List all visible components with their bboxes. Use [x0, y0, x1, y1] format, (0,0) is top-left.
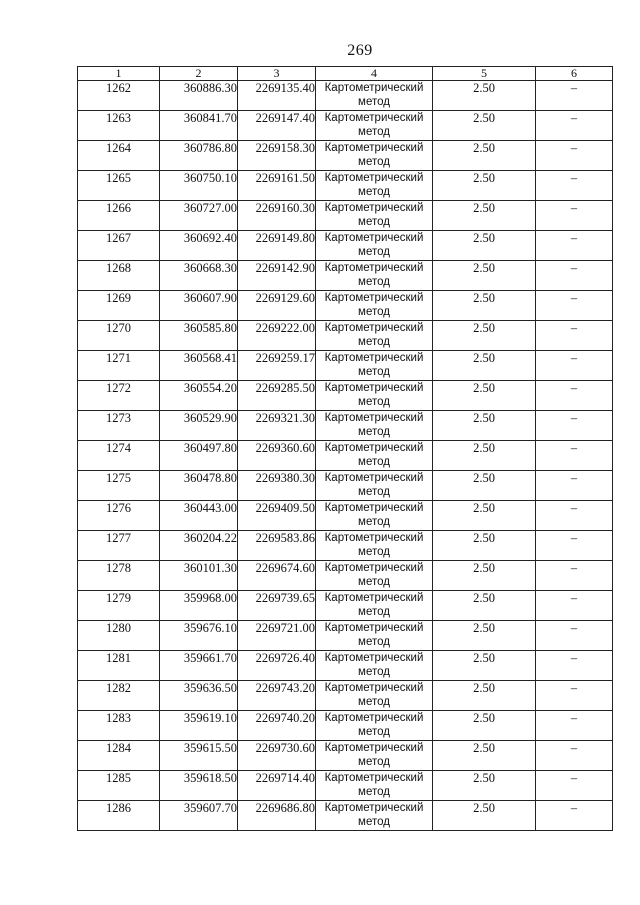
- note-cell: –: [536, 771, 613, 801]
- table-row: [78, 171, 613, 201]
- accuracy-cell: 2.50: [433, 561, 536, 591]
- method-text-line1: Картометрический: [324, 772, 424, 784]
- point-number-cell: 1281: [78, 651, 160, 681]
- point-number-cell: 1267: [78, 231, 160, 261]
- table-row: [78, 441, 613, 471]
- method-cell: [316, 381, 433, 411]
- point-number-cell: 1263: [78, 111, 160, 141]
- accuracy-cell: 2.50: [433, 591, 536, 621]
- note-cell: –: [536, 531, 613, 561]
- accuracy-cell: 2.50: [433, 321, 536, 351]
- note-cell: –: [536, 801, 613, 831]
- point-number-cell: 1271: [78, 351, 160, 381]
- note-cell: –: [536, 321, 613, 351]
- y-coordinate-cell: 2269740.20: [238, 711, 316, 741]
- note-cell: –: [536, 261, 613, 291]
- method-text-line2: метод: [358, 186, 390, 198]
- accuracy-cell: 2.50: [433, 111, 536, 141]
- table-row: [78, 681, 613, 711]
- method-text-line1: Картометрический: [324, 502, 424, 514]
- accuracy-cell: 2.50: [433, 741, 536, 771]
- table-row: [78, 411, 613, 441]
- method-cell: [316, 651, 433, 681]
- y-coordinate-cell: 2269135.40: [238, 81, 316, 111]
- table-row: [78, 711, 613, 741]
- table-row: [78, 201, 613, 231]
- method-text-line1: Картометрический: [324, 622, 424, 634]
- method-text-line1: Картометрический: [324, 172, 424, 184]
- note-cell: –: [536, 441, 613, 471]
- y-coordinate-cell: 2269129.60: [238, 291, 316, 321]
- x-coordinate-cell: 360668.30: [160, 261, 238, 291]
- point-number-cell: 1264: [78, 141, 160, 171]
- table-row: [78, 531, 613, 561]
- table-row: [78, 501, 613, 531]
- method-text-line1: Картометрический: [324, 472, 424, 484]
- note-cell: –: [536, 681, 613, 711]
- accuracy-cell: 2.50: [433, 711, 536, 741]
- y-coordinate-cell: 2269409.50: [238, 501, 316, 531]
- method-cell: [316, 111, 433, 141]
- table-row: [78, 231, 613, 261]
- method-cell: [316, 261, 433, 291]
- method-cell: [316, 81, 433, 111]
- method-text-line2: метод: [358, 606, 390, 618]
- x-coordinate-cell: 360786.80: [160, 141, 238, 171]
- method-text-line2: метод: [358, 666, 390, 678]
- method-text-line2: метод: [358, 156, 390, 168]
- accuracy-cell: 2.50: [433, 381, 536, 411]
- table-row: [78, 321, 613, 351]
- point-number-cell: 1279: [78, 591, 160, 621]
- method-text-line1: Картометрический: [324, 742, 424, 754]
- table-row: [78, 81, 613, 111]
- method-text-line2: метод: [358, 216, 390, 228]
- method-text-line2: метод: [358, 426, 390, 438]
- method-text-line2: метод: [358, 756, 390, 768]
- method-cell: [316, 591, 433, 621]
- method-cell: [316, 711, 433, 741]
- note-cell: –: [536, 741, 613, 771]
- header-row: [78, 67, 613, 81]
- point-number-cell: 1273: [78, 411, 160, 441]
- method-text-line1: Картометрический: [324, 232, 424, 244]
- method-cell: [316, 231, 433, 261]
- point-number-cell: 1266: [78, 201, 160, 231]
- accuracy-cell: 2.50: [433, 351, 536, 381]
- method-text-line2: метод: [358, 516, 390, 528]
- method-text-line2: метод: [358, 456, 390, 468]
- x-coordinate-cell: 359618.50: [160, 771, 238, 801]
- x-coordinate-cell: 359607.70: [160, 801, 238, 831]
- accuracy-cell: 2.50: [433, 411, 536, 441]
- y-coordinate-cell: 2269730.60: [238, 741, 316, 771]
- method-text-line1: Картометрический: [324, 712, 424, 724]
- table-row: [78, 111, 613, 141]
- method-cell: [316, 501, 433, 531]
- method-text-line1: Картометрический: [324, 112, 424, 124]
- accuracy-cell: 2.50: [433, 501, 536, 531]
- accuracy-cell: 2.50: [433, 801, 536, 831]
- y-coordinate-cell: 2269222.00: [238, 321, 316, 351]
- x-coordinate-cell: 359636.50: [160, 681, 238, 711]
- note-cell: –: [536, 711, 613, 741]
- y-coordinate-cell: 2269158.30: [238, 141, 316, 171]
- x-coordinate-cell: 359619.10: [160, 711, 238, 741]
- point-number-cell: 1286: [78, 801, 160, 831]
- point-number-cell: 1270: [78, 321, 160, 351]
- point-number-cell: 1272: [78, 381, 160, 411]
- y-coordinate-cell: 2269380.30: [238, 471, 316, 501]
- method-text-line1: Картометрический: [324, 262, 424, 274]
- method-text-line1: Картометрический: [324, 82, 424, 94]
- note-cell: –: [536, 141, 613, 171]
- method-text-line2: метод: [358, 696, 390, 708]
- column-header-1: 1: [78, 67, 160, 81]
- method-cell: [316, 771, 433, 801]
- point-number-cell: 1284: [78, 741, 160, 771]
- method-cell: [316, 471, 433, 501]
- accuracy-cell: 2.50: [433, 531, 536, 561]
- x-coordinate-cell: 360841.70: [160, 111, 238, 141]
- y-coordinate-cell: 2269259.17: [238, 351, 316, 381]
- x-coordinate-cell: 360568.41: [160, 351, 238, 381]
- point-number-cell: 1262: [78, 81, 160, 111]
- method-cell: [316, 411, 433, 441]
- y-coordinate-cell: 2269160.30: [238, 201, 316, 231]
- x-coordinate-cell: 360554.20: [160, 381, 238, 411]
- method-text-line1: Картометрический: [324, 322, 424, 334]
- accuracy-cell: 2.50: [433, 651, 536, 681]
- method-cell: [316, 141, 433, 171]
- method-text-line1: Картометрический: [324, 562, 424, 574]
- method-cell: [316, 681, 433, 711]
- coordinates-table: [77, 66, 613, 831]
- column-header-5: 5: [433, 67, 536, 81]
- accuracy-cell: 2.50: [433, 171, 536, 201]
- y-coordinate-cell: 2269726.40: [238, 651, 316, 681]
- x-coordinate-cell: 360101.30: [160, 561, 238, 591]
- note-cell: –: [536, 171, 613, 201]
- method-cell: [316, 801, 433, 831]
- method-text-line2: метод: [358, 636, 390, 648]
- page-number: 269: [347, 42, 373, 59]
- table-row: [78, 621, 613, 651]
- method-text-line1: Картометрический: [324, 652, 424, 664]
- y-coordinate-cell: 2269142.90: [238, 261, 316, 291]
- x-coordinate-cell: 360443.00: [160, 501, 238, 531]
- x-coordinate-cell: 360478.80: [160, 471, 238, 501]
- method-text-line1: Картометрический: [324, 382, 424, 394]
- accuracy-cell: 2.50: [433, 771, 536, 801]
- method-text-line2: метод: [358, 576, 390, 588]
- method-text-line1: Картометрический: [324, 292, 424, 304]
- method-text-line1: Картометрический: [324, 802, 424, 814]
- note-cell: –: [536, 621, 613, 651]
- x-coordinate-cell: 360585.80: [160, 321, 238, 351]
- y-coordinate-cell: 2269686.80: [238, 801, 316, 831]
- method-text-line1: Картометрический: [324, 532, 424, 544]
- x-coordinate-cell: 360607.90: [160, 291, 238, 321]
- table-row: [78, 561, 613, 591]
- point-number-cell: 1285: [78, 771, 160, 801]
- method-text-line1: Картометрический: [324, 142, 424, 154]
- y-coordinate-cell: 2269583.86: [238, 531, 316, 561]
- method-text-line1: Картометрический: [324, 442, 424, 454]
- table-header: [78, 67, 613, 81]
- y-coordinate-cell: 2269161.50: [238, 171, 316, 201]
- point-number-cell: 1275: [78, 471, 160, 501]
- y-coordinate-cell: 2269321.30: [238, 411, 316, 441]
- accuracy-cell: 2.50: [433, 231, 536, 261]
- point-number-cell: 1268: [78, 261, 160, 291]
- accuracy-cell: 2.50: [433, 291, 536, 321]
- table-row: [78, 351, 613, 381]
- x-coordinate-cell: 359968.00: [160, 591, 238, 621]
- method-cell: [316, 531, 433, 561]
- y-coordinate-cell: 2269721.00: [238, 621, 316, 651]
- method-text-line2: метод: [358, 96, 390, 108]
- table-row: [78, 471, 613, 501]
- column-header-6: 6: [536, 67, 613, 81]
- method-text-line1: Картометрический: [324, 202, 424, 214]
- note-cell: –: [536, 501, 613, 531]
- point-number-cell: 1274: [78, 441, 160, 471]
- method-cell: [316, 621, 433, 651]
- table-row: [78, 801, 613, 831]
- note-cell: –: [536, 561, 613, 591]
- y-coordinate-cell: 2269714.40: [238, 771, 316, 801]
- method-cell: [316, 741, 433, 771]
- method-cell: [316, 561, 433, 591]
- note-cell: –: [536, 381, 613, 411]
- accuracy-cell: 2.50: [433, 261, 536, 291]
- x-coordinate-cell: 360750.10: [160, 171, 238, 201]
- y-coordinate-cell: 2269360.60: [238, 441, 316, 471]
- point-number-cell: 1269: [78, 291, 160, 321]
- y-coordinate-cell: 2269285.50: [238, 381, 316, 411]
- method-text-line1: Картометрический: [324, 352, 424, 364]
- point-number-cell: 1276: [78, 501, 160, 531]
- method-cell: [316, 351, 433, 381]
- method-text-line1: Картометрический: [324, 682, 424, 694]
- table-body: [78, 81, 613, 831]
- note-cell: –: [536, 231, 613, 261]
- x-coordinate-cell: 359676.10: [160, 621, 238, 651]
- method-text-line2: метод: [358, 816, 390, 828]
- x-coordinate-cell: 359615.50: [160, 741, 238, 771]
- x-coordinate-cell: 360727.00: [160, 201, 238, 231]
- column-header-3: 3: [238, 67, 316, 81]
- point-number-cell: 1265: [78, 171, 160, 201]
- x-coordinate-cell: 360529.90: [160, 411, 238, 441]
- note-cell: –: [536, 81, 613, 111]
- method-cell: [316, 441, 433, 471]
- note-cell: –: [536, 201, 613, 231]
- x-coordinate-cell: 360886.30: [160, 81, 238, 111]
- method-text-line2: метод: [358, 486, 390, 498]
- table-row: [78, 381, 613, 411]
- method-text-line2: метод: [358, 726, 390, 738]
- point-number-cell: 1282: [78, 681, 160, 711]
- method-text-line1: Картометрический: [324, 412, 424, 424]
- point-number-cell: 1278: [78, 561, 160, 591]
- x-coordinate-cell: 360692.40: [160, 231, 238, 261]
- note-cell: –: [536, 411, 613, 441]
- y-coordinate-cell: 2269739.65: [238, 591, 316, 621]
- column-header-2: 2: [160, 67, 238, 81]
- accuracy-cell: 2.50: [433, 441, 536, 471]
- note-cell: –: [536, 111, 613, 141]
- method-cell: [316, 201, 433, 231]
- y-coordinate-cell: 2269147.40: [238, 111, 316, 141]
- x-coordinate-cell: 360204.22: [160, 531, 238, 561]
- note-cell: –: [536, 291, 613, 321]
- y-coordinate-cell: 2269149.80: [238, 231, 316, 261]
- method-cell: [316, 291, 433, 321]
- method-text-line2: метод: [358, 276, 390, 288]
- note-cell: –: [536, 351, 613, 381]
- table-row: [78, 651, 613, 681]
- table-row: [78, 261, 613, 291]
- accuracy-cell: 2.50: [433, 201, 536, 231]
- table-row: [78, 291, 613, 321]
- x-coordinate-cell: 360497.80: [160, 441, 238, 471]
- method-text-line1: Картометрический: [324, 592, 424, 604]
- table-row: [78, 741, 613, 771]
- y-coordinate-cell: 2269743.20: [238, 681, 316, 711]
- method-text-line2: метод: [358, 786, 390, 798]
- table-row: [78, 591, 613, 621]
- method-text-line2: метод: [358, 126, 390, 138]
- method-text-line2: метод: [358, 336, 390, 348]
- method-cell: [316, 321, 433, 351]
- x-coordinate-cell: 359661.70: [160, 651, 238, 681]
- accuracy-cell: 2.50: [433, 681, 536, 711]
- table-row: [78, 771, 613, 801]
- accuracy-cell: 2.50: [433, 81, 536, 111]
- method-text-line2: метод: [358, 246, 390, 258]
- note-cell: –: [536, 591, 613, 621]
- method-text-line2: метод: [358, 396, 390, 408]
- table-row: [78, 141, 613, 171]
- point-number-cell: 1280: [78, 621, 160, 651]
- point-number-cell: 1277: [78, 531, 160, 561]
- method-text-line2: метод: [358, 366, 390, 378]
- accuracy-cell: 2.50: [433, 141, 536, 171]
- column-header-4: 4: [316, 67, 433, 81]
- accuracy-cell: 2.50: [433, 471, 536, 501]
- point-number-cell: 1283: [78, 711, 160, 741]
- note-cell: –: [536, 651, 613, 681]
- method-text-line2: метод: [358, 546, 390, 558]
- method-cell: [316, 171, 433, 201]
- note-cell: –: [536, 471, 613, 501]
- accuracy-cell: 2.50: [433, 621, 536, 651]
- method-text-line2: метод: [358, 306, 390, 318]
- y-coordinate-cell: 2269674.60: [238, 561, 316, 591]
